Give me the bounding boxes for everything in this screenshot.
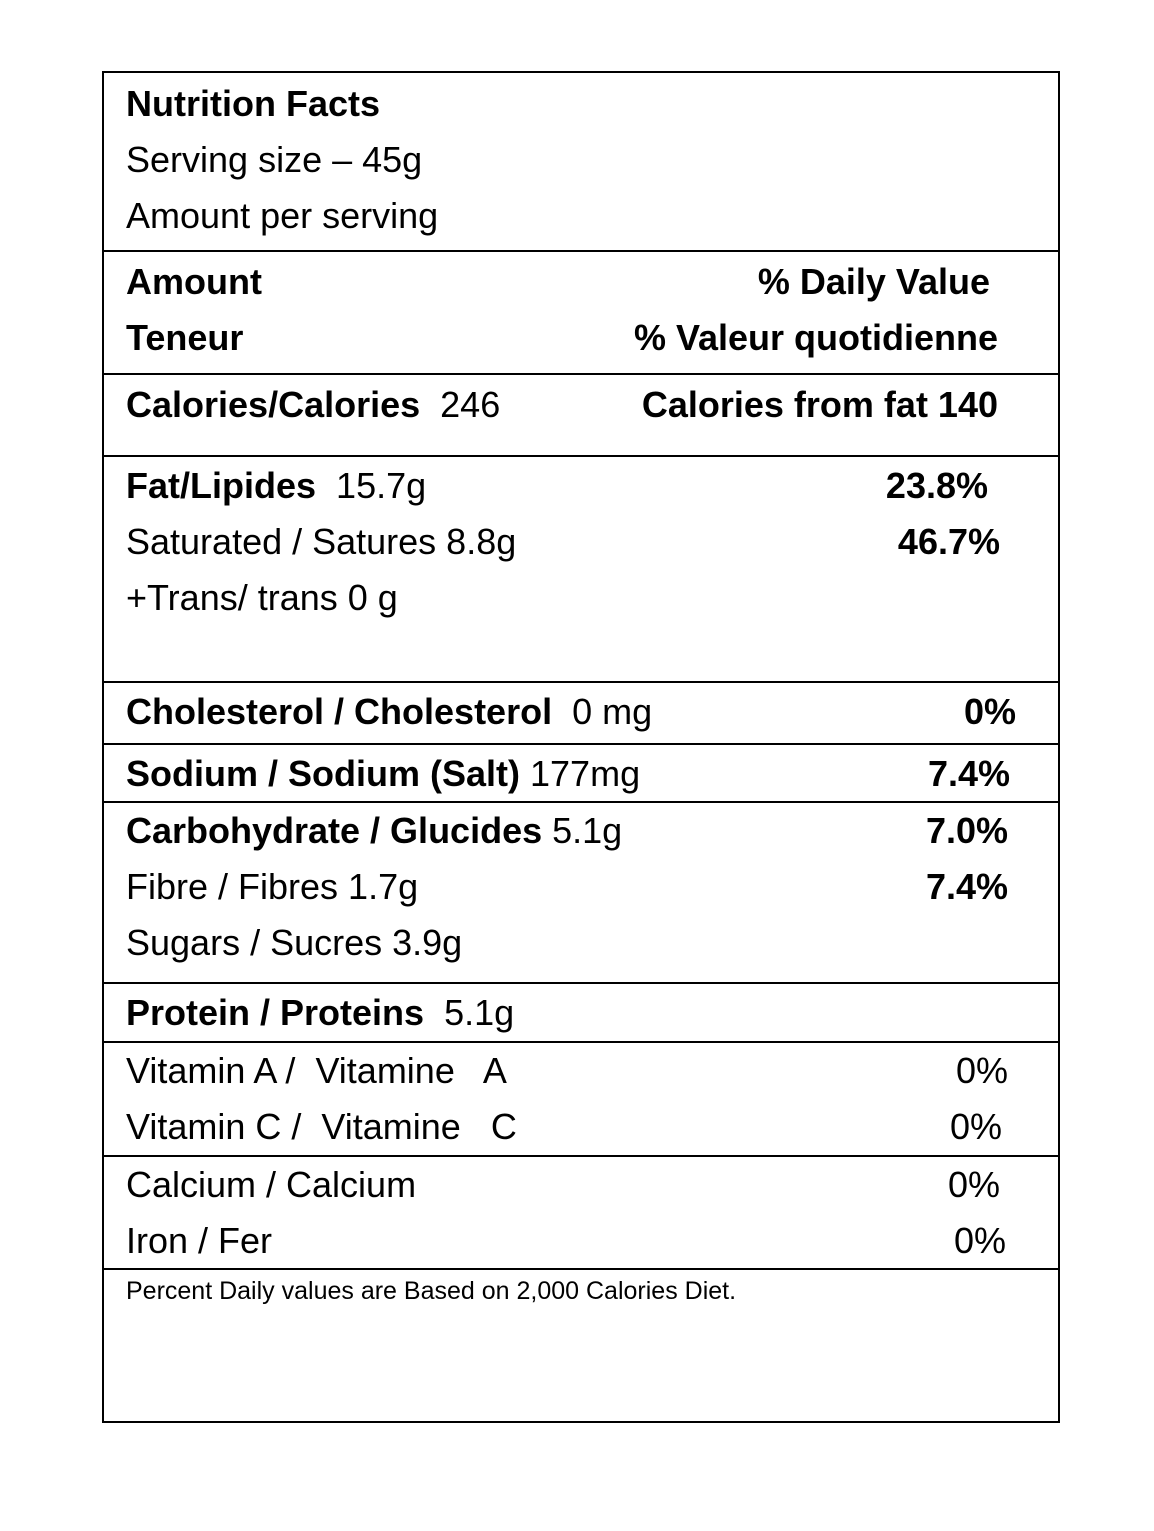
fibre-dv: 7.4%	[925, 866, 1008, 907]
carbohydrate-value: 5.1g	[552, 810, 623, 851]
fat-dv: 23.8%	[885, 465, 988, 506]
cholesterol-value: 0 mg	[572, 691, 653, 732]
vitamin-c	[126, 1105, 517, 1149]
divider	[104, 801, 1058, 803]
divider	[104, 1155, 1058, 1157]
trans-fat: +Trans/ trans 0 g	[126, 577, 398, 618]
divider	[104, 1268, 1058, 1270]
saturated-fat-dv: 46.7%	[897, 521, 1000, 562]
protein-value: 5.1g	[444, 992, 515, 1033]
vitamin-a-label: Vitamin A / Vitamine A	[126, 1050, 507, 1091]
amount-header-en: Amount	[126, 261, 262, 302]
saturated-fat: Saturated / Satures 8.8g	[126, 521, 517, 562]
carbohydrate-dv: 7.0%	[925, 810, 1008, 851]
cholesterol-dv: 0%	[963, 691, 1016, 732]
carbohydrate-label: Carbohydrate / Glucides	[126, 810, 543, 851]
sodium-label: Sodium / Sodium (Salt)	[126, 753, 520, 794]
iron: Iron / Fer	[126, 1220, 273, 1261]
cholesterol-label: Cholesterol / Cholesterol	[126, 691, 553, 732]
calories-from-fat: Calories from fat 140	[641, 384, 998, 425]
dv-header-fr: % Valeur quotidienne	[633, 317, 998, 358]
calcium-dv: 0%	[947, 1164, 1000, 1205]
calories-label: Calories/Calories	[126, 384, 421, 425]
sodium-dv: 7.4%	[927, 753, 1010, 794]
vitamin-c-dv: 0%	[949, 1106, 1002, 1147]
fat-label: Fat/Lipides	[126, 465, 317, 506]
label-title: Nutrition Facts	[126, 83, 381, 124]
divider	[104, 681, 1058, 683]
iron-dv: 0%	[953, 1220, 1006, 1261]
nutrition-facts-label	[102, 71, 1060, 1423]
fat-row	[126, 464, 426, 508]
vitamin-a-dv: 0%	[955, 1050, 1008, 1091]
calories-row	[126, 383, 500, 427]
serving-size: Serving size – 45g	[126, 139, 423, 180]
protein-row	[126, 991, 514, 1035]
divider	[104, 1041, 1058, 1043]
divider	[104, 373, 1058, 375]
sodium-row	[126, 752, 640, 796]
divider	[104, 250, 1058, 252]
dv-header-en: % Daily Value	[757, 261, 990, 302]
amount-header-fr: Teneur	[126, 317, 244, 358]
divider	[104, 982, 1058, 984]
fibre: Fibre / Fibres 1.7g	[126, 866, 419, 907]
amount-per-serving: Amount per serving	[126, 195, 439, 236]
sugars: Sugars / Sucres 3.9g	[126, 922, 463, 963]
vitamin-c-label: Vitamin C / Vitamine C	[126, 1106, 517, 1147]
divider	[104, 455, 1058, 457]
sodium-value: 177mg	[530, 753, 641, 794]
calcium: Calcium / Calcium	[126, 1164, 417, 1205]
protein-label: Protein / Proteins	[126, 992, 425, 1033]
footnote: Percent Daily values are Based on 2,000 Calories Diet.	[126, 1277, 737, 1305]
divider	[104, 743, 1058, 745]
carbohydrate-row	[126, 809, 622, 853]
fat-value: 15.7g	[336, 465, 427, 506]
cholesterol-row	[126, 690, 652, 734]
calories-value: 246	[440, 384, 501, 425]
vitamin-a	[126, 1049, 507, 1093]
